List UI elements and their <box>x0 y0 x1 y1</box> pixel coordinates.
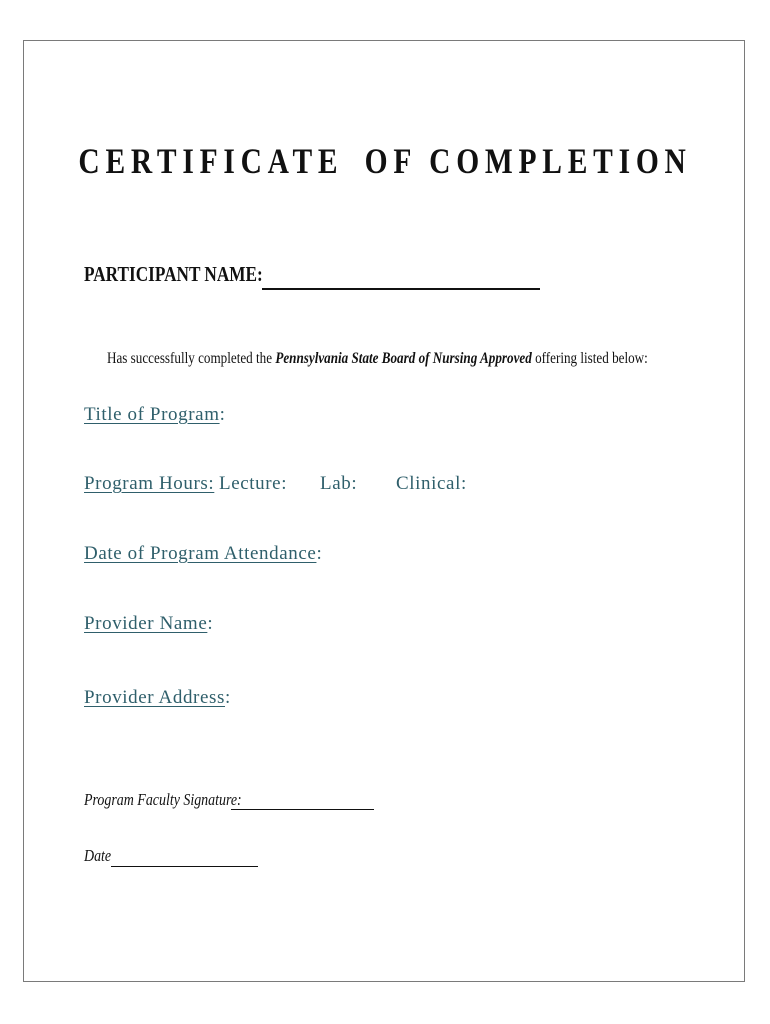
date-signature-line[interactable] <box>111 866 258 867</box>
provider-name-label: Provider Name <box>84 613 208 634</box>
certificate-title <box>69 140 700 182</box>
program-hours-field <box>84 473 214 495</box>
faculty-signature-line[interactable] <box>231 809 374 810</box>
date-of-attendance-colon: : <box>316 543 323 564</box>
participant-name-label: PARTICIPANT NAME: <box>84 262 263 286</box>
provider-name-colon: : <box>207 613 214 634</box>
title-of-program-colon: : <box>219 404 226 425</box>
date-of-attendance-field <box>84 543 322 565</box>
title-of-program-label: Title of Program <box>84 404 220 425</box>
faculty-signature-label: Program Faculty Signature: <box>84 790 242 809</box>
title-of-program-field <box>84 404 225 426</box>
date-label: Date <box>84 846 112 865</box>
title-part-2: OF COMPLETION <box>364 141 692 181</box>
title-part-1: CERTIFICATE <box>78 141 344 181</box>
provider-address-colon: : <box>225 687 231 708</box>
provider-address-field <box>84 687 231 709</box>
statement-suffix: offering listed below: <box>531 350 648 367</box>
lecture-label: Lecture: <box>219 473 288 494</box>
lab-label: Lab: <box>320 473 358 494</box>
provider-address-label: Provider Address <box>84 687 226 708</box>
statement-emphasis: Pennsylvania State Board of Nursing Approved <box>275 350 532 367</box>
date-of-attendance-label: Date of Program Attendance <box>84 543 317 564</box>
program-hours-label: Program Hours: <box>84 473 215 494</box>
statement-prefix: Has successfully completed the <box>107 350 276 367</box>
participant-name-field[interactable] <box>262 288 540 290</box>
completion-statement <box>107 350 648 368</box>
provider-name-field <box>84 613 213 635</box>
clinical-label: Clinical: <box>396 473 467 494</box>
